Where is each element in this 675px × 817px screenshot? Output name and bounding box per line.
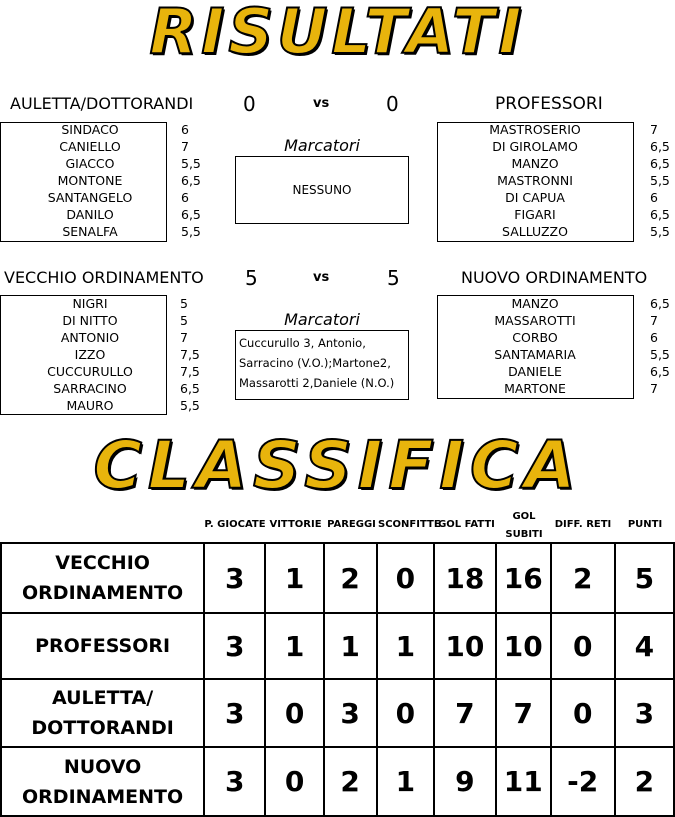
classifica-row <box>1 613 674 679</box>
player-vote: 6 <box>650 330 658 345</box>
classifica-row <box>1 543 674 613</box>
match2-marcatori-box <box>235 330 409 400</box>
player-vote: 6,5 <box>181 173 201 188</box>
classifica-value: 5 <box>615 543 674 613</box>
player-name: SINDACO <box>61 122 119 137</box>
classifica-value: 1 <box>377 747 434 816</box>
classifica-header: PUNTI <box>627 519 663 530</box>
classifica-value: 1 <box>265 543 323 613</box>
classifica-value: 9 <box>434 747 496 816</box>
classifica-row <box>1 747 674 816</box>
player-name: MARTONE <box>504 381 566 396</box>
player-vote: 6,5 <box>650 207 670 222</box>
classifica-table <box>0 542 675 817</box>
match2-vs: vs <box>313 270 330 285</box>
classifica-value: 2 <box>324 543 377 613</box>
classifica-value: 7 <box>434 679 496 747</box>
player-name: MASSAROTTI <box>494 313 576 328</box>
match2-marcatori-text <box>236 331 408 395</box>
classifica-value: 3 <box>204 613 265 679</box>
classifica-value: 16 <box>496 543 551 613</box>
classifica-value: 2 <box>324 747 377 816</box>
match1-away-votes <box>650 121 675 240</box>
risultati-banner: RISULTATI <box>149 0 526 68</box>
match2-away-team: NUOVO ORDINAMENTO <box>461 268 648 287</box>
player-vote: 6 <box>650 190 658 205</box>
classifica-header: SCONFITTE <box>378 519 441 530</box>
player-name: MANZO <box>511 296 559 311</box>
classifica-value: 0 <box>551 679 615 747</box>
player-vote: 6,5 <box>650 364 670 379</box>
match1-away-roster <box>440 121 630 240</box>
player-vote: 6,5 <box>650 139 670 154</box>
classifica-team-line: ORDINAMENTO <box>22 582 184 604</box>
player-name: DI CAPUA <box>505 190 565 205</box>
player-vote: 5,5 <box>180 398 200 413</box>
classifica-value: 11 <box>496 747 551 816</box>
match1-away-score: 0 <box>386 92 399 116</box>
classifica-value: 2 <box>615 747 674 816</box>
player-vote: 6 <box>181 190 189 205</box>
classifica-value: 4 <box>615 613 674 679</box>
match1-home-roster <box>20 121 160 240</box>
classifica-value: 3 <box>204 543 265 613</box>
classifica-value: 1 <box>265 613 323 679</box>
player-vote: 6,5 <box>181 207 201 222</box>
player-vote: 7 <box>181 139 189 154</box>
player-vote: 7 <box>650 313 658 328</box>
player-name: MASTROSERIO <box>489 122 581 137</box>
classifica-team <box>1 613 204 679</box>
match2-home-votes <box>180 295 210 414</box>
player-name: CANIELLO <box>59 139 121 154</box>
player-vote: 5,5 <box>650 224 670 239</box>
player-name: MONTONE <box>57 173 123 188</box>
player-vote: 5,5 <box>181 156 201 171</box>
player-name: SENALFA <box>62 224 118 239</box>
player-name: CUCCURULLO <box>47 364 133 379</box>
match2-away-votes <box>650 295 675 397</box>
player-vote: 7 <box>180 330 188 345</box>
classifica-header-line: GOL <box>512 511 536 522</box>
classifica-team-line: DOTTORANDI <box>31 717 174 739</box>
classifica-team-line: PROFESSORI <box>35 635 171 657</box>
marcatori-line: Sarracino (V.O.);Martone2, <box>239 356 391 370</box>
classifica-team-line: VECCHIO <box>55 552 150 574</box>
player-name: SALLUZZO <box>502 224 568 239</box>
player-name: SANTAMARIA <box>494 347 576 362</box>
classifica-value: 10 <box>434 613 496 679</box>
classifica-value: 1 <box>377 613 434 679</box>
classifica-value: 3 <box>615 679 674 747</box>
classifica-banner: CLASSIFICA <box>93 427 582 504</box>
player-vote: 7 <box>650 122 658 137</box>
player-vote: 7,5 <box>180 364 200 379</box>
player-vote: 6,5 <box>650 296 670 311</box>
classifica-value: 18 <box>434 543 496 613</box>
classifica-team <box>1 679 204 747</box>
classifica-value: 0 <box>551 613 615 679</box>
classifica-team-line: ORDINAMENTO <box>22 785 184 808</box>
match1-away-team: PROFESSORI <box>495 94 603 114</box>
classifica-value: 1 <box>324 613 377 679</box>
player-vote: 5,5 <box>650 173 670 188</box>
player-name: SARRACINO <box>53 381 127 396</box>
match1-home-team: AULETTA/DOTTORANDI <box>10 94 194 113</box>
classifica-team <box>1 747 204 816</box>
classifica-value: 0 <box>377 543 434 613</box>
match2-away-roster <box>440 295 630 397</box>
player-vote: 6 <box>181 122 189 137</box>
player-name: MAURO <box>66 398 114 413</box>
classifica-header: DIFF. RETI <box>554 519 612 530</box>
match1-home-score: 0 <box>243 92 256 116</box>
marcatori-line: Massarotti 2,Daniele (N.O.) <box>239 376 395 390</box>
classifica-header: VITTORIE <box>269 519 322 530</box>
player-vote: 7 <box>650 381 658 396</box>
classifica-value: 7 <box>496 679 551 747</box>
player-vote: 5 <box>180 296 188 311</box>
player-name: IZZO <box>74 347 106 362</box>
classifica-value: -2 <box>551 747 615 816</box>
player-name: FIGARI <box>514 207 556 222</box>
classifica-header <box>497 508 551 544</box>
classifica-value: 3 <box>204 679 265 747</box>
match2-away-score: 5 <box>387 266 400 290</box>
player-vote: 7,5 <box>180 347 200 362</box>
match2-marcatori-title: Marcatori <box>284 310 360 329</box>
player-name: DANIELE <box>508 364 562 379</box>
classifica-value: 0 <box>265 679 323 747</box>
player-name: GIACCO <box>65 156 115 171</box>
classifica-team-line: AULETTA/ <box>52 687 154 709</box>
player-name: SANTANGELO <box>47 190 133 205</box>
player-name: CORBO <box>512 330 558 345</box>
classifica-team <box>1 543 204 613</box>
player-name: DI GIROLAMO <box>492 139 578 154</box>
match1-home-votes <box>181 121 211 240</box>
classifica-header-line: SUBITI <box>505 529 543 540</box>
player-vote: 6,5 <box>180 381 200 396</box>
classifica-value: 10 <box>496 613 551 679</box>
match2-home-score: 5 <box>245 266 258 290</box>
player-name: ANTONIO <box>60 330 120 345</box>
classifica-row <box>1 679 674 747</box>
match2-home-team: VECCHIO ORDINAMENTO <box>4 268 204 287</box>
classifica-header: PAREGGI <box>327 519 376 530</box>
player-name: DANILO <box>66 207 114 222</box>
match1-marcatori-box <box>235 156 409 224</box>
classifica-value: 0 <box>377 679 434 747</box>
player-vote: 5,5 <box>181 224 201 239</box>
match1-marcatori-title: Marcatori <box>284 136 360 155</box>
match1-vs: vs <box>313 96 330 111</box>
classifica-header: P. GIOCATE <box>204 519 266 530</box>
classifica-value: 0 <box>265 747 323 816</box>
player-vote: 6,5 <box>650 156 670 171</box>
classifica-team-line: NUOVO <box>63 755 142 778</box>
player-vote: 5,5 <box>650 347 670 362</box>
marcatori-line: Cuccurullo 3, Antonio, <box>239 336 366 350</box>
classifica-value: 3 <box>204 747 265 816</box>
player-name: MASTRONNI <box>497 173 573 188</box>
match1-marcatori-text: NESSUNO <box>292 183 352 197</box>
match2-home-roster <box>20 295 160 414</box>
player-name: MANZO <box>511 156 559 171</box>
player-name: NIGRI <box>72 296 108 311</box>
player-name: DI NITTO <box>62 313 118 328</box>
classifica-value: 2 <box>551 543 615 613</box>
classifica-value: 3 <box>324 679 377 747</box>
player-vote: 5 <box>180 313 188 328</box>
classifica-header: GOL FATTI <box>438 519 495 530</box>
